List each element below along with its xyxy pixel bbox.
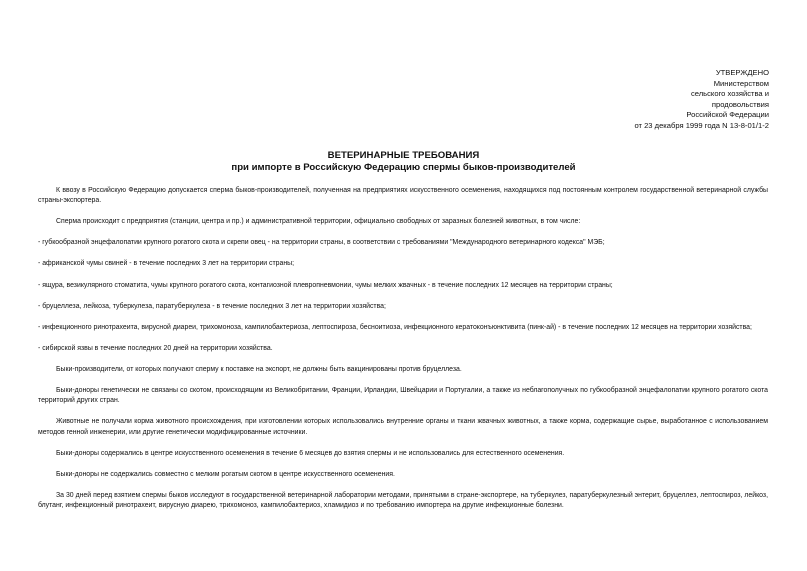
paragraph: Сперма происходит с предприятия (станции, центра и пр.) и административной территории, официально свободных от заразных болезней животных, в том числе: xyxy=(56,218,581,226)
list-item: - сибирской язвы в течение последних 20 дней на территории хозяйства. xyxy=(38,344,273,352)
paragraph: За 30 дней перед взятием спермы быков исследуют в государственной ветеринарной лаборатории методами, принятыми в стране-экспортере, на туберкулез, паратуберкулезный энтерит, бруцеллез, лептоспироз, лейкоз, блутанг, инфекционный ринотрахеит, вирусную диарею, трихомоноз, кампилобактериоз, хламидиоз и по требованию импортера на другие инфекционные болезни. xyxy=(38,491,768,510)
document-title xyxy=(0,150,807,174)
paragraph: Быки-доноры не содержались совместно с мелким рогатым скотом в центре искусственного осеменения. xyxy=(56,470,395,478)
approval-line: продовольствия xyxy=(711,99,769,109)
paragraph: Животные не получали корма животного происхождения, при изготовлении которых использовались внутренние органы и ткани жвачных животных, а также корма, содержащие сырье, выработанное с использованием методов генной инженерии, или другие генетически модифицированные источники. xyxy=(38,418,768,436)
approval-line: от 23 декабря 1999 года N 13-8-01/1-2 xyxy=(634,120,769,130)
list-item: - инфекционного ринотрахеита, вирусной диареи, трихомоноза, кампилобактериоза, лептоспироза, бесноитиоза, инфекционного кератоконъюнктивита (пинк-ай) - в течение последних 12 месяцев на территории хозяйства; xyxy=(38,323,752,331)
approval-line: Министерством xyxy=(713,78,769,88)
list-item: - губкообразной энцефалопатии крупного рогатого скота и скрепи овец - на территории страны, в соответствии с требованиями "Международного ветеринарного кодекса" МЭБ; xyxy=(38,239,605,247)
list-item: - бруцеллеза, лейкоза, туберкулеза, паратуберкулеза - в течение последних 3 лет на территории хозяйства; xyxy=(38,302,386,310)
paragraph: К ввозу в Российскую Федерацию допускается сперма быков-производителей, полученная на предприятиях искусственного осеменения, находящихся под постоянным контролем государственной ветеринарной службы страны-экспортера. xyxy=(38,187,768,205)
paragraph: Быки-производители, от которых получают сперму к поставке на экспорт, не должны быть вакцинированы против бруцеллеза. xyxy=(56,365,462,373)
document-body xyxy=(38,186,768,522)
paragraph: Быки-доноры содержались в центре искусственного осеменения в течение 6 месяцев до взятия спермы и не использовались для естественного осеменения. xyxy=(56,449,565,457)
approval-line: Российской Федерации xyxy=(686,110,769,120)
approval-line: УТВЕРЖДЕНО xyxy=(715,68,769,77)
approval-line: сельского хозяйства и xyxy=(690,89,769,99)
list-item: - ящура, везикулярного стоматита, чумы крупного рогатого скота, контагиозной плевропневмонии, чумы мелких жвачных - в течение последних 12 месяцев на территории страны; xyxy=(38,281,613,289)
title-line-1: ВЕТЕРИНАРНЫЕ ТРЕБОВАНИЯ xyxy=(327,150,480,161)
paragraph: Быки-доноры генетически не связаны со скотом, происходящим из Великобритании, Франции, Ирландии, Швейцарии и Португалии, а также из неблагополучных по губкообразной энцефалопатии крупного рогатого скота территорий других стран. xyxy=(38,387,768,405)
approval-block xyxy=(599,68,769,132)
title-line-2: при импорте в Российскую Федерацию спермы быков-производителей xyxy=(231,162,576,173)
list-item: - африканской чумы свиней - в течение последних 3 лет на территории страны; xyxy=(38,260,294,268)
